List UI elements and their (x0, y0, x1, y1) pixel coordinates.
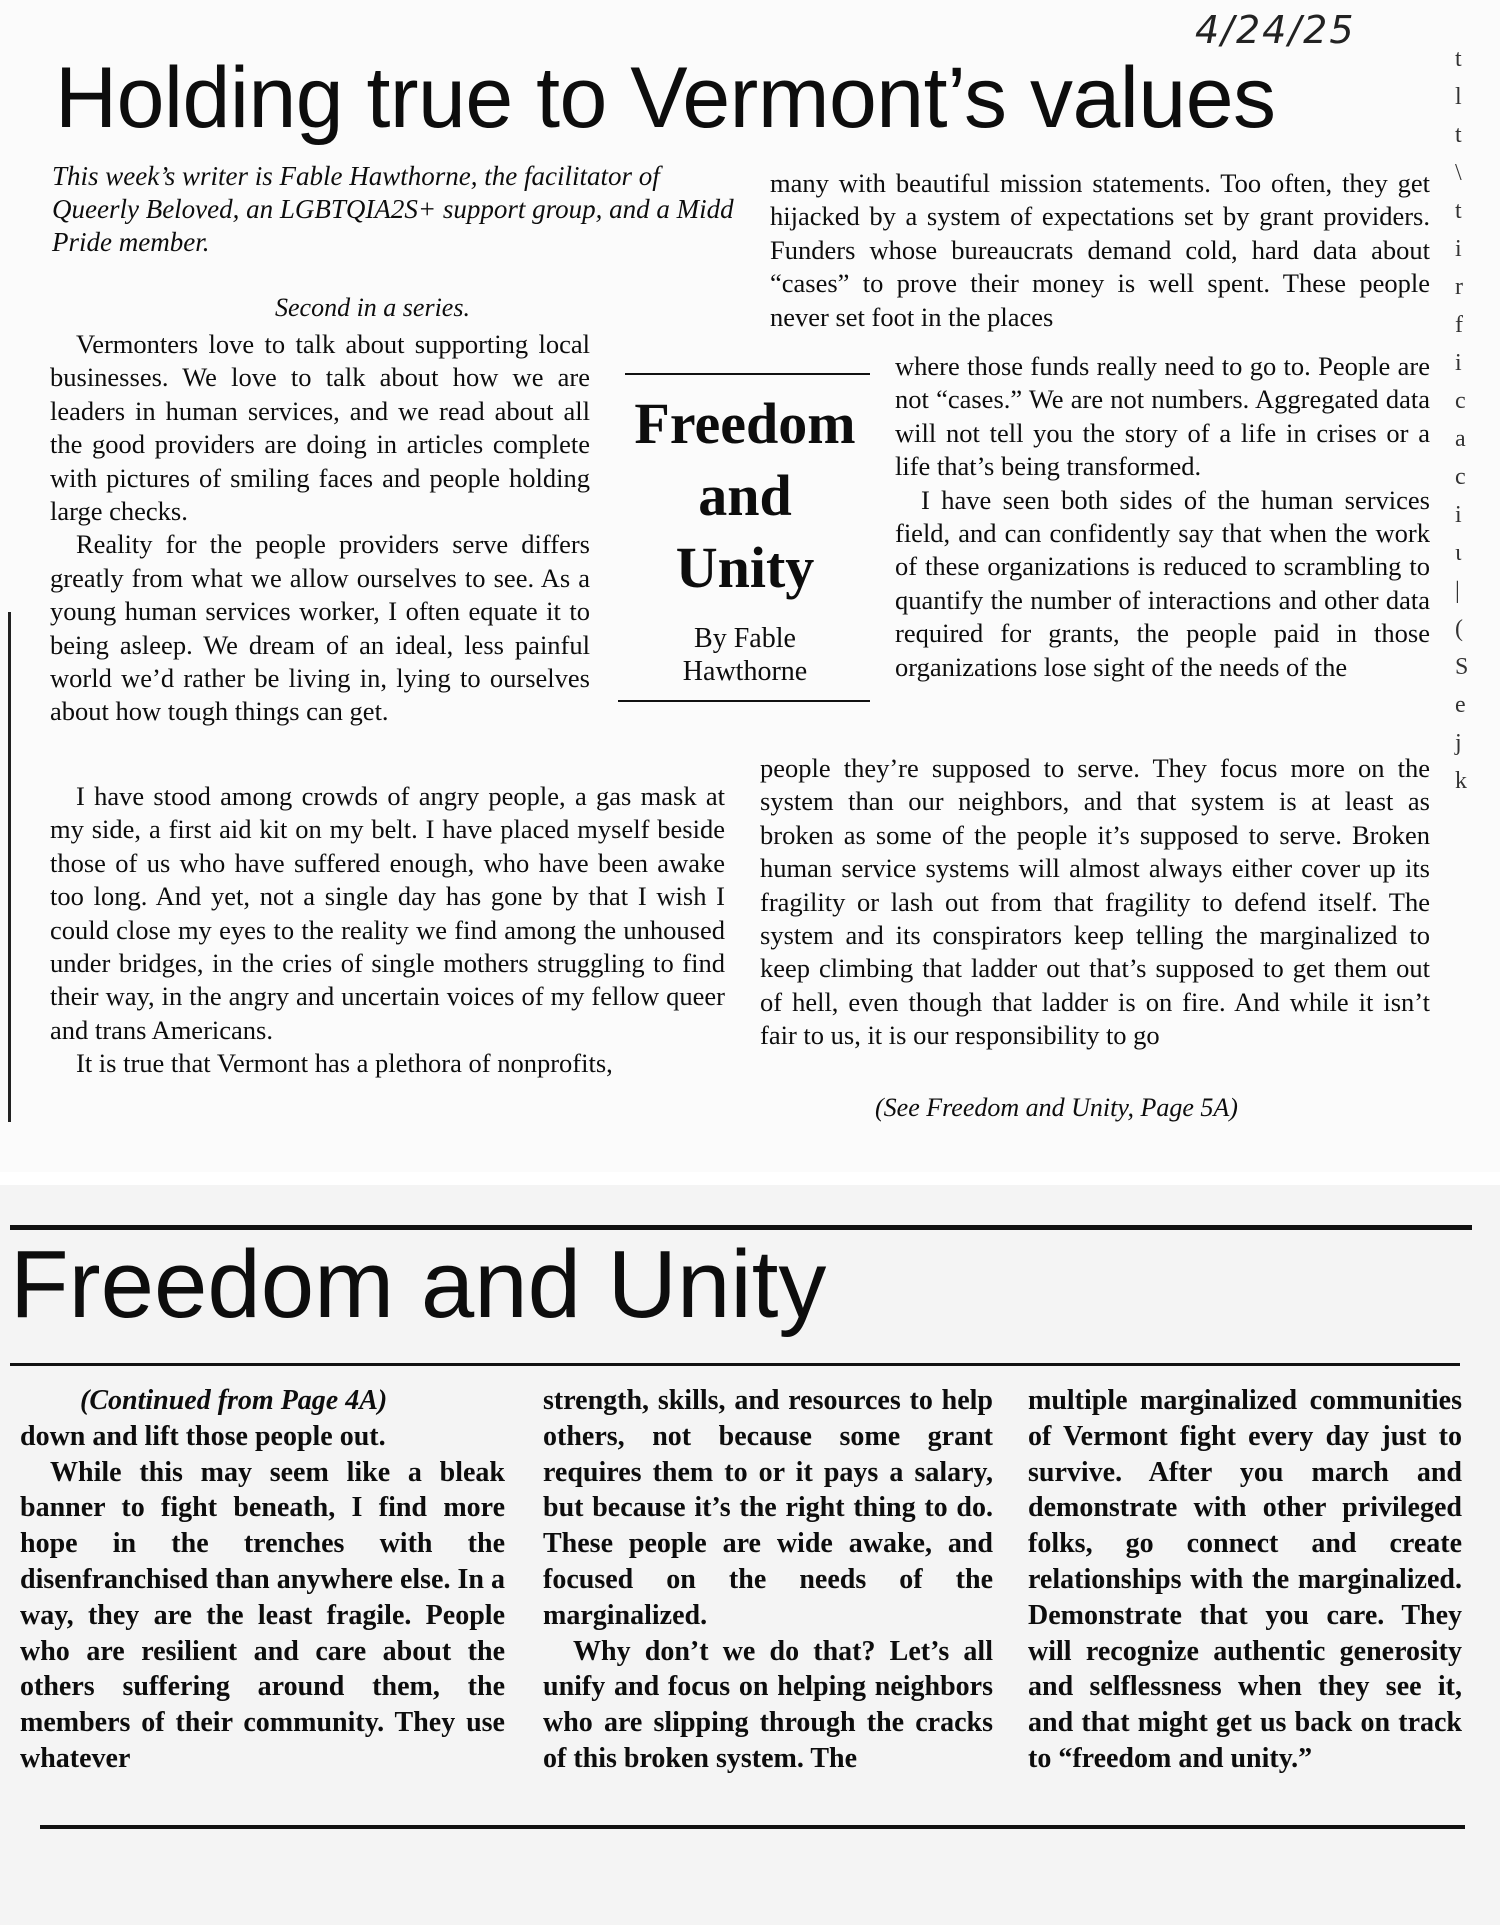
body-column-2-side (895, 350, 1430, 684)
continuation-column-1 (20, 1383, 505, 1777)
margin-bracket (8, 612, 11, 1122)
paragraph: Vermonters love to talk about supporting local businesses. We love to talk about how we are leaders in human services, and we read about all the good providers are doing in articles complete with pictures of smiling faces and people holding large checks. (50, 329, 590, 527)
body-column-2-top (770, 167, 1430, 334)
paragraph: I have seen both sides of the human services field, and can confidently say that when the work of these organizations is reduced to scrambling to quantify the number of interactions and other data required for grants, the people paid in those organizations lose sight of the needs of the (895, 484, 1430, 682)
article-headline: Holding true to Vermont’s values (55, 50, 1276, 146)
series-note: Second in a series. (275, 293, 470, 322)
column-box-title (618, 388, 872, 604)
continuation-column-2 (543, 1383, 993, 1777)
continued-from: (Continued from Page 4A) (80, 1385, 388, 1416)
paragraph: down and lift those people out. (20, 1420, 386, 1452)
bottom-rule (40, 1825, 1465, 1829)
paragraph: While this may seem like a bleak banner to fight beneath, I find more hope in the trenches with the disenfranchised than anywhere else. In a way, they are the least fragile. People who are resilient and care about the others suffering around them, the members of their community. They use whatever (20, 1456, 505, 1774)
jump-line: (See Freedom and Unity, Page 5A) (875, 1093, 1238, 1122)
body-column-1 (50, 328, 590, 729)
newspaper-clipping-page-5a (0, 1185, 1500, 1925)
paragraph: Reality for the people providers serve differs greatly from what we allow ourselves to see. As a young human services worker, I often equate it to being asleep. We dream of an ideal, less painful world we’d rather be living in, lying to ourselves about how tough things can get. (50, 529, 590, 727)
box-title-line: and (698, 463, 792, 528)
paragraph: multiple marginalized communities of Vermont fight every day just to survive. After you march and demonstrate with other privileged folks, go connect and create relationships with the marginalized. Demonstrate that you care. They will recognize authentic generosity and selflessness when they see it, and that might get us back on track to “freedom and unity.” (1028, 1385, 1462, 1774)
byline-line: By Fable (694, 623, 796, 654)
continuation-column-3 (1028, 1383, 1462, 1777)
writer-intro: This week’s writer is Fable Hawthorne, the facilitator of Queerly Beloved, an LGBTQIA2S+ support group, and a Midd Pride member. (52, 161, 734, 257)
paragraph: where those funds really need to go to. People are not “cases.” We are not numbers. Aggregated data will not tell you the story of a life in crises or a life that’s being transformed. (895, 351, 1430, 482)
byline-line: Hawthorne (682, 656, 808, 687)
paragraph: I have stood among crowds of angry people, a gas mask at my side, a first aid kit on my belt. I have placed myself beside those of us who have suffered enough, who have been awake too long. And yet, not a single day has gone by that I wish I could close my eyes to the reality we find among the unhoused under bridges, in the cries of single mothers struggling to find their way, in the angry and uncertain voices of my fellow queer and trans Americans. (50, 781, 725, 1045)
body-column-2-bottom (760, 752, 1430, 1053)
continuation-headline: Freedom and Unity (10, 1231, 827, 1338)
paragraph: Why don’t we do that? Let’s all unify and focus on helping neighbors who are slipping through the cracks of this broken system. The (543, 1635, 993, 1774)
paragraph: many with beautiful mission statements. Too often, they get hijacked by a system of expectations set by grant providers. Funders whose bureaucrats demand cold, hard data about “cases” to prove their money is well spent. These people never set foot in the places (770, 168, 1430, 332)
box-top-rule (625, 373, 870, 375)
adjacent-column-fragment: t l t \ t i r f i c a c i ι | ( S e j k (1455, 46, 1469, 794)
box-title-line: Freedom (634, 391, 856, 456)
box-bottom-rule (618, 700, 870, 702)
body-column-1-wide (50, 780, 725, 1081)
under-headline-rule (10, 1363, 1460, 1366)
handwritten-date: 4/24/25 (1195, 8, 1356, 52)
paragraph: It is true that Vermont has a plethora of nonprofits, (76, 1048, 613, 1079)
box-title-line: Unity (675, 535, 815, 600)
paragraph: strength, skills, and resources to help others, not because some grant requires them to or it pays a salary, but because it’s the right thing to do. These people are wide awake, and focused on the needs of the marginalized. (543, 1385, 993, 1631)
paragraph: people they’re supposed to serve. They focus more on the system than our neighbors, and that system is at least as broken as some of the people it’s supposed to serve. Broken human service systems will almost always either cover up its fragility or lash out from that fragility to defend itself. The system and its conspirators keep telling the marginalized to keep climbing that ladder out that’s supposed to get them out of hell, even though that ladder is on fire. And while it isn’t fair to us, it is our responsibility to go (760, 753, 1430, 1051)
column-byline (618, 622, 872, 688)
